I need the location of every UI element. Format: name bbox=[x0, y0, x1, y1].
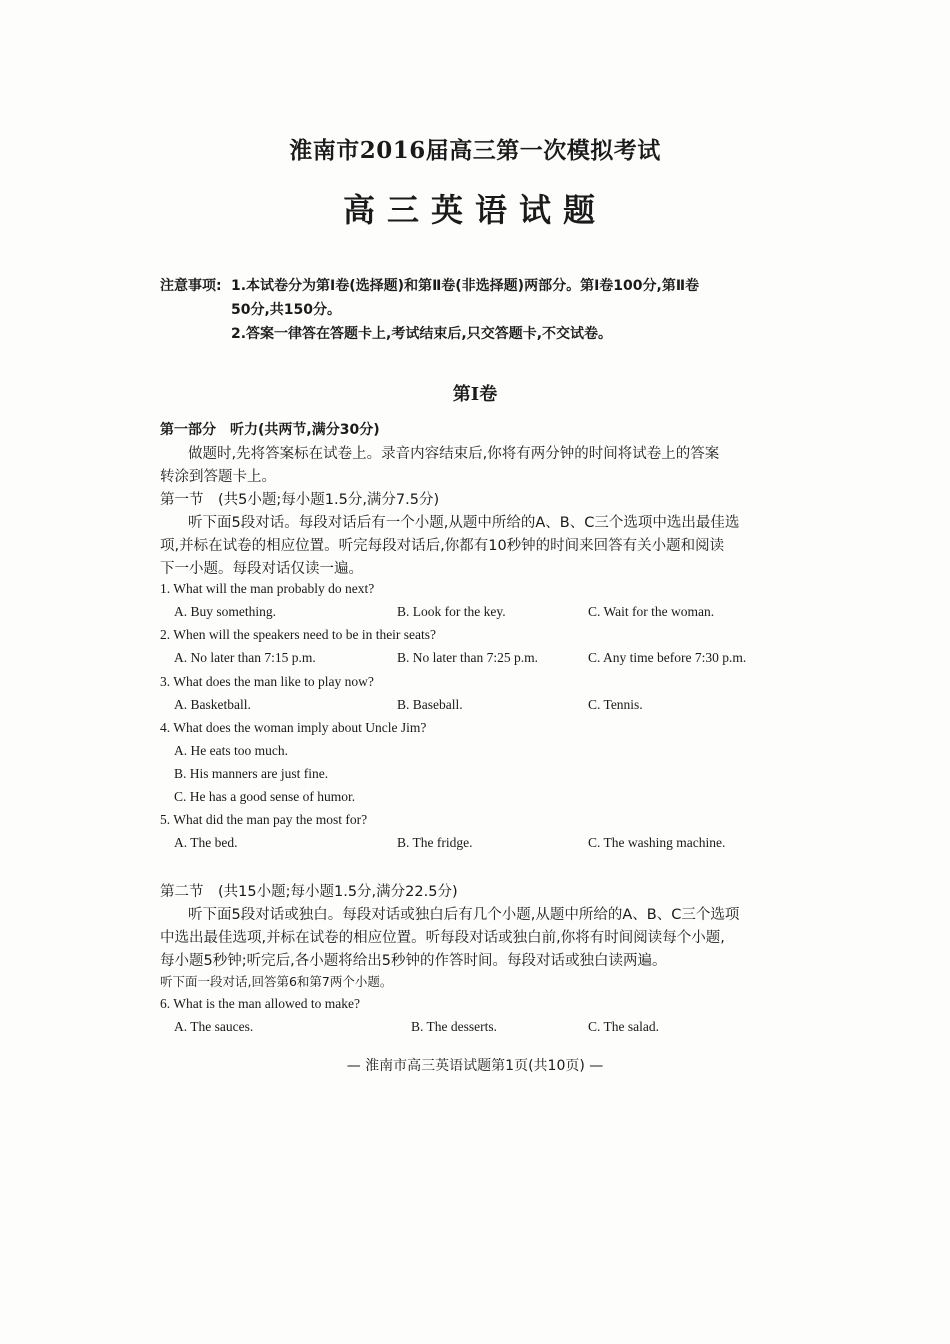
notice-label: 注意事项: bbox=[160, 278, 222, 294]
q5-option-a: A. The bed. bbox=[174, 835, 238, 850]
q2-option-a: A. No later than 7:15 p.m. bbox=[174, 650, 316, 665]
q5-option-c: C. The washing machine. bbox=[588, 835, 726, 850]
section2-sub-instruction: 听下面一段对话,回答第6和第7两个小题。 bbox=[160, 974, 393, 989]
q6-option-c: C. The salad. bbox=[588, 1019, 659, 1034]
q2-option-b: B. No later than 7:25 p.m. bbox=[397, 650, 538, 665]
exam-title: 淮南市2016届高三第一次模拟考试 bbox=[289, 137, 661, 164]
notice-item-1-line-2: 50分,共150分。 bbox=[231, 302, 342, 318]
question-5: 5. What did the man pay the most for? bbox=[160, 812, 368, 827]
q3-option-c: C. Tennis. bbox=[588, 697, 643, 712]
question-2: 2. When will the speakers need to be in their seats? bbox=[160, 627, 437, 642]
volume-title: 第Ⅰ卷 bbox=[452, 384, 498, 405]
question-1: 1. What will the man probably do next? bbox=[160, 581, 375, 596]
section2-instruction-line-2: 中选出最佳选项,并标在试卷的相应位置。听每段对话或独白前,你将有时间阅读每个小题, bbox=[160, 930, 725, 946]
q1-option-b: B. Look for the key. bbox=[397, 604, 506, 619]
q6-option-b: B. The desserts. bbox=[411, 1019, 497, 1034]
question-3: 3. What does the man like to play now? bbox=[160, 674, 374, 689]
notice-item-2: 2.答案一律答在答题卡上,考试结束后,只交答题卡,不交试卷。 bbox=[231, 326, 613, 342]
notice-item-1-line-1: 1.本试卷分为第Ⅰ卷(选择题)和第Ⅱ卷(非选择题)两部分。第Ⅰ卷100分,第Ⅱ卷 bbox=[231, 278, 700, 294]
section2-title: 第二节 (共15小题;每小题1.5分,满分22.5分) bbox=[160, 884, 458, 900]
q2-option-c: C. Any time before 7:30 p.m. bbox=[588, 650, 747, 665]
q4-option-c: C. He has a good sense of humor. bbox=[174, 789, 356, 804]
q4-option-a: A. He eats too much. bbox=[174, 743, 288, 758]
part1-instruction-line-2: 转涂到答题卡上。 bbox=[160, 469, 276, 485]
part1-instruction-line-1: 做题时,先将答案标在试卷上。录音内容结束后,你将有两分钟的时间将试卷上的答案 bbox=[188, 446, 720, 462]
section1-instruction-line-2: 项,并标在试卷的相应位置。听完每段对话后,你都有10秒钟的时间来回答有关小题和阅读 bbox=[160, 538, 725, 554]
part1-title: 第一部分 听力(共两节,满分30分) bbox=[160, 422, 380, 438]
question-4: 4. What does the woman imply about Uncle Jim? bbox=[160, 720, 427, 735]
section2-instruction-line-3: 每小题5秒钟;听完后,各小题将给出5秒钟的作答时间。每段对话或独白读两遍。 bbox=[160, 953, 667, 969]
section2-instruction-line-1: 听下面5段对话或独白。每段对话或独白后有几个小题,从题中所给的A、B、C三个选项 bbox=[188, 907, 740, 923]
section1-instruction-line-3: 下一小题。每段对话仅读一遍。 bbox=[160, 561, 363, 577]
question-6: 6. What is the man allowed to make? bbox=[160, 996, 360, 1011]
q3-option-b: B. Baseball. bbox=[397, 697, 463, 712]
section1-title: 第一节 (共5小题;每小题1.5分,满分7.5分) bbox=[160, 492, 440, 508]
q1-option-c: C. Wait for the woman. bbox=[588, 604, 715, 619]
section1-instruction-line-1: 听下面5段对话。每段对话后有一个小题,从题中所给的A、B、C三个选项中选出最佳选 bbox=[188, 515, 740, 531]
q4-option-b: B. His manners are just fine. bbox=[174, 766, 329, 781]
subject-title: 高三英语试题 bbox=[342, 191, 607, 229]
q3-option-a: A. Basketball. bbox=[174, 697, 251, 712]
page-footer: — 淮南市高三英语试题第1页(共10页) — bbox=[346, 1058, 604, 1074]
q1-option-a: A. Buy something. bbox=[174, 604, 277, 619]
q6-option-a: A. The sauces. bbox=[174, 1019, 254, 1034]
q5-option-b: B. The fridge. bbox=[397, 835, 473, 850]
